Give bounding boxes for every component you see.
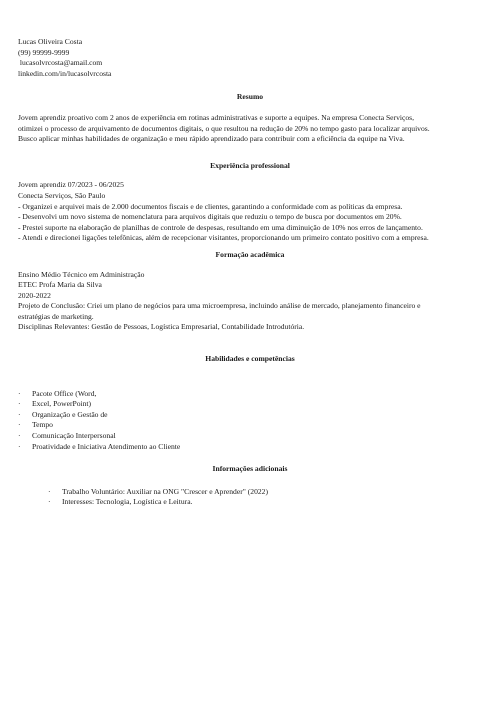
list-item <box>48 497 482 508</box>
resume-page <box>18 37 482 508</box>
contact-email: lucasolvrcosta@amail.com <box>18 58 103 68</box>
list-item <box>18 389 482 400</box>
skills-list <box>18 389 482 453</box>
bullet-icon: · <box>48 486 51 496</box>
bullet-icon: · <box>48 497 51 507</box>
experience-item: - Prestei suporte na elaboração de planilhas de controle de despesas, resultando em uma diminuição de 10% nos erros de lançamento. <box>18 222 423 232</box>
education-subjects: Disciplinas Relevantes: Gestão de Pessoas, Logística Empresarial, Contabilidade Introdutória. <box>18 322 305 332</box>
list-item <box>18 442 482 453</box>
additional-title: Informações adicionais <box>212 464 288 474</box>
bullet-icon: · <box>18 431 21 441</box>
list-item <box>18 399 482 410</box>
experience-item: - Organizei e arquivei mais de 2.000 documentos fiscais e de clientes, garantindo a conformidade com as políticas da empresa. <box>18 201 403 211</box>
bullet-icon: · <box>18 441 21 451</box>
additional-list <box>18 487 482 508</box>
experience-item: - Atendi e direcionei ligações telefônicas, além de recepcionar visitantes, proporcionando um primeiro contato positivo com a empresa. <box>18 233 429 243</box>
skills-title: Habilidades e competências <box>205 354 295 364</box>
education-block <box>18 270 482 334</box>
skill-text: Pacote Office (Word, <box>32 388 97 398</box>
bullet-icon: · <box>18 399 21 409</box>
contact-name: Lucas Oliveira Costa <box>18 37 83 46</box>
experience-item: - Desenvolvi um novo sistema de nomenclatura para arquivos digitais que reduziu o tempo de busca por documentos em 20%. <box>18 212 402 222</box>
experience-role: Jovem aprendiz 07/2023 - 06/2025 <box>18 180 124 190</box>
bullet-icon: · <box>18 420 21 430</box>
list-item <box>18 410 482 421</box>
experience-block <box>18 180 482 244</box>
experience-company: Conecta Serviços, São Paulo <box>18 190 106 200</box>
contact-phone: (99) 99999-9999 <box>18 47 70 57</box>
education-project-line: estratégias de marketing. <box>18 311 94 321</box>
summary-line: Jovem aprendiz proativo com 2 anos de experiência em rotinas administrativas e suporte a equipes. Na empresa Conecta Serviços, <box>18 112 415 122</box>
list-item <box>18 431 482 442</box>
education-project-line: Projeto de Conclusão: Criei um plano de negócios para uma microempresa, incluindo análise de mercado, planejamento financeiro e <box>18 301 421 311</box>
education-years: 2020-2022 <box>18 290 51 300</box>
bullet-icon: · <box>18 409 21 419</box>
list-item <box>18 420 482 431</box>
summary-line: otimizei o processo de arquivamento de documentos digitais, o que resultou na redução de 20% no tempo gasto para localizar arquivos. <box>18 123 430 133</box>
contact-linkedin: linkedin.com/in/lucasolvrcosta <box>18 68 112 78</box>
education-course: Ensino Médio Técnico em Administração <box>18 269 145 279</box>
bullet-icon: · <box>18 388 21 398</box>
skill-text: Proatividade e Iniciativa Atendimento ao Cliente <box>32 441 181 451</box>
additional-text: Interesses: Tecnologia, Logística e Leitura. <box>62 497 193 507</box>
skill-text: Excel, PowerPoint) <box>32 399 92 409</box>
additional-text: Trabalho Voluntário: Auxiliar na ONG "Crescer e Aprender" (2022) <box>62 486 268 496</box>
skill-text: Organização e Gestão de <box>32 409 108 419</box>
summary-title: Resumo <box>236 92 264 102</box>
summary-line: Busco aplicar minhas habilidades de organização e meu rápido aprendizado para contribuir com a eficiência da equipe na Viva. <box>18 134 405 144</box>
summary-text <box>18 113 482 145</box>
list-item <box>48 487 482 498</box>
education-title: Formação acadêmica <box>215 249 285 259</box>
contact-block <box>18 37 482 79</box>
education-school: ETEC Profa Maria da Silva <box>18 280 102 290</box>
experience-title: Experiência professional <box>210 160 290 170</box>
skill-text: Comunicação Interpersonal <box>32 431 116 441</box>
skill-text: Tempo <box>32 420 53 430</box>
